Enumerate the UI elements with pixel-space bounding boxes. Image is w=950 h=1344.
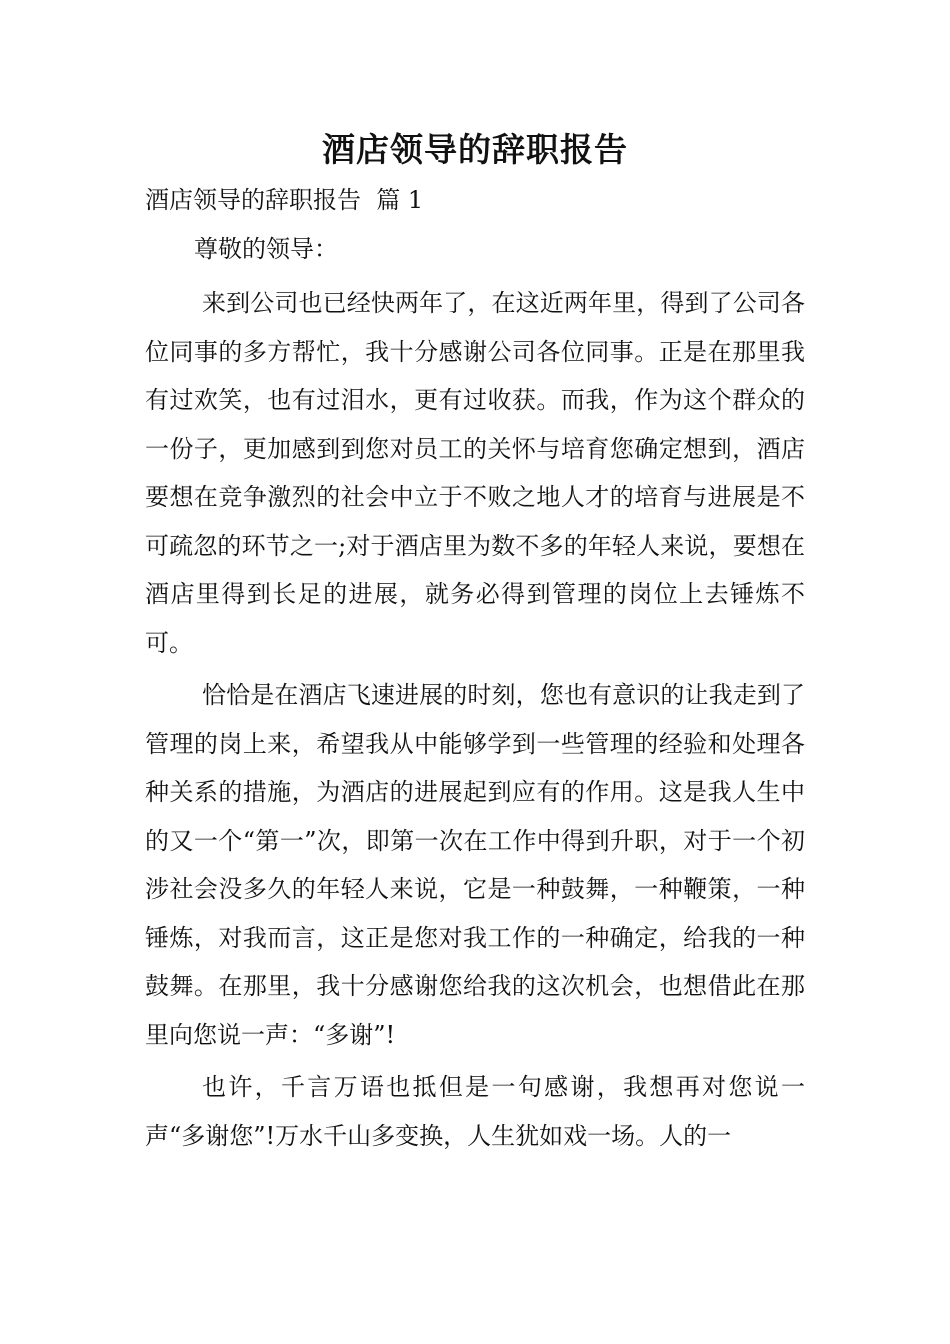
section-heading: 酒店领导的辞职报告 篇 1 xyxy=(145,186,424,214)
paragraph-3: 也许，千言万语也抵但是一句感谢，我想再对您说一声“多谢您”!万水千山多变换，人生犹如戏一场。人的一 xyxy=(145,1073,805,1150)
paragraph-2: 恰恰是在酒店飞速进展的时刻，您也有意识的让我走到了管理的岗上来，希望我从中能够学到一些管理的经验和处理各种关系的措施，为酒店的进展起到应有的作用。这是我人生中的又一个“第一”次，即第一次在工作中得到升职，对于一个初涉社会没多久的年轻人来说，它是一种鼓舞，一种鞭策，一种锤炼，对我而言，这正是您对我工作的一种确定，给我的一种鼓舞。在那里，我十分感谢您给我的这次机会，也想借此在那里向您说一声：“多谢”! xyxy=(145,681,805,1049)
paragraph-1: 来到公司也已经快两年了，在这近两年里，得到了公司各位同事的多方帮忙，我十分感谢公司各位同事。正是在那里我有过欢笑，也有过泪水，更有过收获。而我，作为这个群众的一份子，更加感到到您对员工的关怀与培育您确定想到，酒店要想在竞争激烈的社会中立于不败之地人才的培育与进展是不可疏忽的环节之一;对于酒店里为数不多的年轻人来说，要想在酒店里得到长足的进展，就务必得到管理的岗位上去锤炼不可。 xyxy=(145,289,805,657)
letter-body xyxy=(145,279,805,1164)
document-title: 酒店领导的辞职报告 xyxy=(322,130,628,169)
salutation: 尊敬的领导： xyxy=(194,235,338,263)
